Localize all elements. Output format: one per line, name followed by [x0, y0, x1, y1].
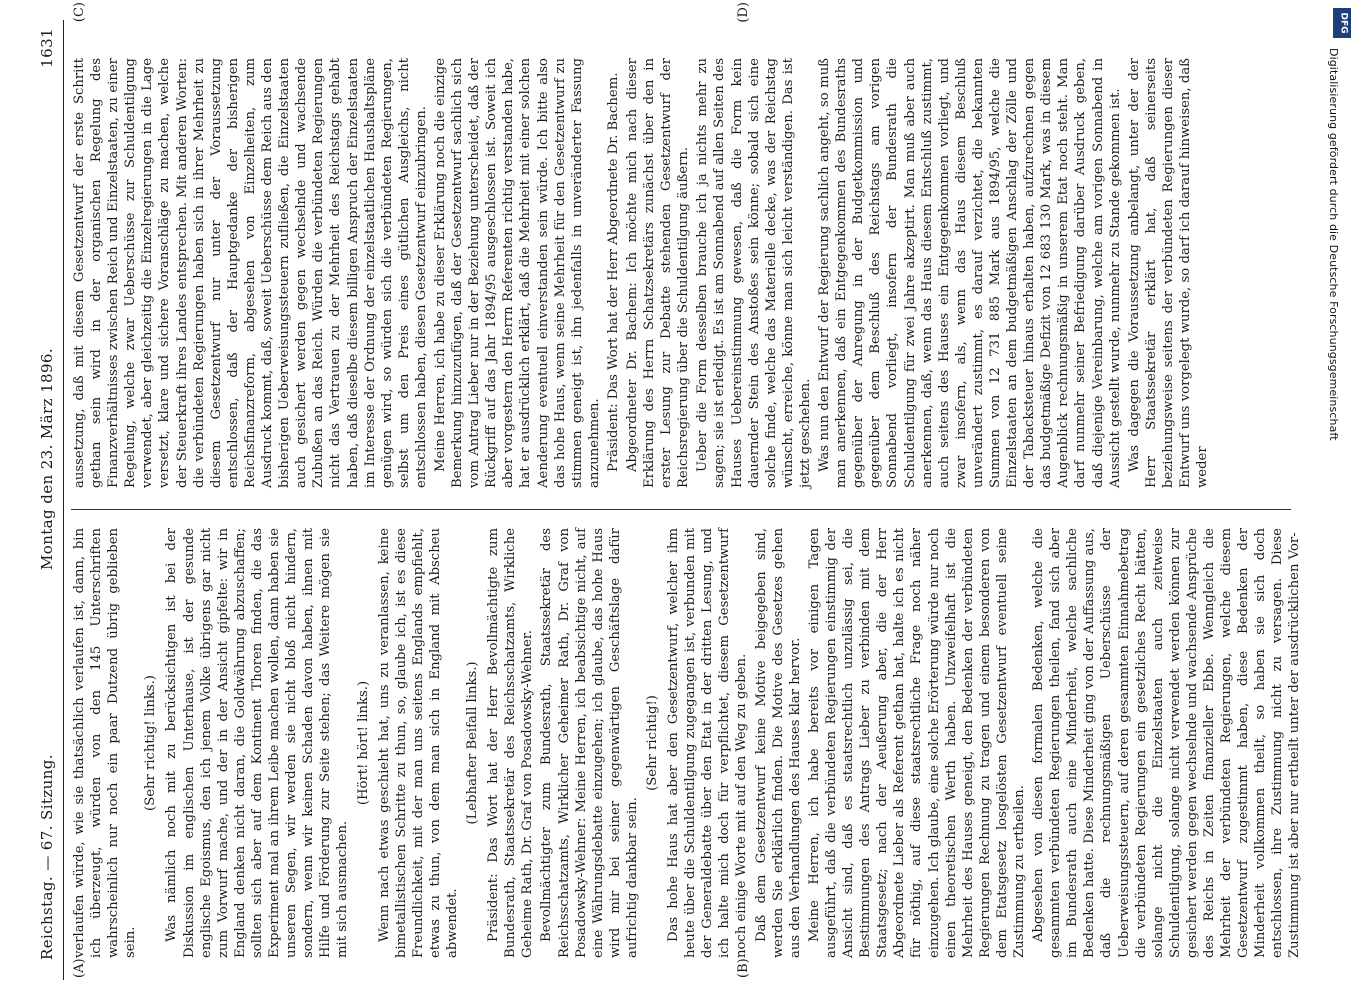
left-column — [71, 528, 1306, 958]
paragraph: Meine Herren, ich habe zu dieser Erklärung noch die einzige Bemerkung hinzuzufügen, daß der Gesetzentwurf sachlich sich vom Antrag Lieber nur in der Beziehung unterscheidet, daß der Rückgriff auf das Jahr 1894/95 ausgeschlossen ist. Soweit ich aber vorgestern den Herrn Referenten richtig verstanden habe, hat er ausdrücklich erklärt, daß die Mehrheit mit einer solchen Aenderung eventuell einverstanden sein würde. Ich bitte also das hohe Haus, wenn seine Mehrheit für den Gesetzentwurf zu stimmen geneigt ist, ihn jedenfalls in unveränderter Fassung anzunehmen. — [432, 58, 602, 488]
interjection: (Sehr richtig! links.) — [143, 675, 159, 811]
scanned-page — [35, 2, 1325, 980]
page-content — [35, 2, 1325, 980]
paragraph: Abgesehen von diesen formalen Bedenken, welche die gesammten verbündeten Regierungen theilen, fand sich aber im Bundesrath auch eine Minderheit, welche sachliche Bedenken hatte. Diese Minderheit ging von der Auffassung aus, daß die rechnungsmäßigen Ueberschüsse der Ueberweisungssteuern, auf deren gesammten Einnahmebetrag die verbündeten Regierungen ein gesetzliches Recht hätten, solange nicht die Einzelstaaten auch zeitweise Schuldentilgung, solange nicht verwendet werden können zur gesichert werden gegen wechselnde und wachsende Ansprüche des Reichs in Zeiten finanzieller Ebbe. Wenngleich die Mehrheit der verbündeten Regierungen, welche diesem Gesetzentwurf zugestimmt haben, diese Bedenken der Minderheit vollkommen theilt, so haben sie sich doch entschlossen, ihre Zustimmung nicht zu versagen. Diese Zustimmung ist aber nur ertheilt unter der ausdrücklichen Vor- — [1031, 528, 1303, 958]
paragraph: Was nämlich noch mit zu berücksichtigen ist bei der Diskussion im englischen Unterhause, ist der gesunde englische Egoismus, den ich jenem Volke übrigens gar nicht zum Vorwurf mache, und der in der Ansicht gipfelte: wir in England denken nicht daran, die Goldwährung abzuschaffen; sollten sich aber auf dem Kontinent Thoren finden, die das Experiment mal an ihrem Leibe machen wollen, dann haben sie unseren Segen, wir werden sie nicht bloß nicht hindern, sondern, wenn wir keinen Schaden davon haben, ihnen mit Hilfe und Förderung zur Seite stehen; das Weitere mögen sie mit sich ausmachen. — [164, 528, 351, 958]
header-date: Montag den 23. März 1896. — [38, 347, 56, 570]
interjection: (Lebhafter Beifall links.) — [465, 661, 481, 825]
margin-marker-d: (D) — [736, 2, 751, 23]
paragraph: Meine Herren, ich habe bereits vor einigen Tagen ausgeführt, daß die verbündeten Regierungen einstimmig der Ansicht sind, daß es staatsrechtlich unzulässig sei, die Bestimmungen des Antrags Lieber zu verbinden mit dem Staatsgesetz; nach der Aeußerung aber, die der Herr Abgeordnete Lieber als Referent gethan hat, halte ich es nicht für nöthig, auf diese staatsrechtliche Frage noch näher einzugehen. Ich glaube, eine solche Erörterung würde nur noch einen theoretischen Werth haben. Unzweifelhaft ist die Mehrheit des Hauses geneigt, den Bedenken der verbündeten Regierungen Rechnung zu tragen und einem besonderen von dem Etatsgesetz losgelösten Gesetzentwurf eventuell seine Zustimmung zu ertheilen. — [806, 528, 1027, 958]
margin-marker-b: (B) — [736, 958, 751, 978]
interjection: (Hört! hört! links.) — [355, 680, 371, 806]
margin-marker-a: (A) — [72, 958, 87, 978]
paragraph: Daß dem Gesetzentwurf keine Motive beigegeben sind, werden Sie erklärlich finden. Die Motive des Gesetzes gehen aus den Verhandlungen des Hauses klar hervor. — [753, 528, 803, 958]
speaker-paragraph: Bevollmächtigter zum Bundesrath, Staatssekretär des Reichsschatzamts, Wirklicher Geheimer Rath, Dr. Graf von Posadowsky-Wehner: Meine Herren, ich beabsichtige nicht, auf eine Währungsdebatte einzugehen; ich glaube, das hohe Haus wird mir bei seiner gegenwärtigen Geschäftslage dafür aufrichtig dankbar sein. — [539, 528, 640, 958]
paragraph: verlaufen würde, wie sie thatsächlich verlaufen ist, dann, bin ich überzeugt, würden von den 145 Unterschriften wahrscheinlich nur noch ein paar Dutzend übrig geblieben sein. — [72, 528, 139, 958]
paragraph: aussetzung, daß mit diesem Gesetzentwurf der erste Schritt gethan sein wird in der organischen Regelung des Finanzverhältnisses zwischen Reich und Einzelstaaten, zu einer Regelung, welche zwar Ueberschüsse zur Schuldentilgung verwendet, aber gleichzeitig die Einzelregierungen in die Lage versetzt, klare und sichere Voranschläge zu machen, welche der Steuerkraft ihres Landes entsprechen. Mit anderen Worten: die verbündeten Regierungen haben sich in ihrer Mehrheit zu diesem Gesetzentwurf nur unter der Voraussetzung entschlossen, daß der Hauptgedanke der bisherigen Reichsfinanzreform, abgesehen von Einzelheiten, zum Ausdruck kommt, daß, soweit Ueberschüsse dem Reich aus den bisherigen Ueberweisungssteuern zufließen, die Einzelstaaten auch gesichert werden gegen wechselnde und wachsende Zubußen an das Reich. Würden die verbündeten Regierungen nicht das Vertrauen zu der Mehrheit des Reichstags gehabt haben, daß dieselbe diesem billigen Anspruch der Einzelstaaten im Interesse der Ordnung der einzelstaatlichen Haushaltspläne genügen wird, so würden sich die verbündeten Regierungen, selbst um den Preis eines gütlichen Ausgleichs, nicht entschlossen haben, diesen Gesetzentwurf einzubringen. — [72, 58, 429, 488]
paragraph: Das hohe Haus hat aber den Gesetzentwurf, welcher ihm heute über die Schuldentilgung zugegangen ist, verbunden mit der Generaldebatte über den Etat in der dritten Lesung, und ich halte mich doch für verpflichtet, diesem Gesetzentwurf noch einige Worte mit auf den Weg zu geben. — [666, 528, 750, 958]
paragraph: Was nun den Entwurf der Regierung sachlich angeht, so muß man anerkennen, daß ein Entgegenkommen des Bundesraths gegenüber der Anregung in der Budgetkommission und gegenüber dem Beschluß des Reichstags am vorigen Sonnabend vorliegt, insofern der Bundesrath die Schuldentilgung für zwei Jahre akzeptirt. Man muß aber auch anerkennen, daß, wenn das Haus diesem Entschluß zustimmt, auch seitens des Hauses ein Entgegenkommen vorliegt, und zwar insofern, als, wenn das Haus diesem Beschluß unverändert zustimmt, es darauf verzichtet, die bekannten Summen von 12 731 885 Mark aus 1894/95, welche die Einzelstaaten an dem budgetmäßigen Anschlag der Zölle und der Tabacksteuer hinaus erhalten haben, aufzurechnen gegen das budgetmäßige Defizit von 12 683 130 Mark, was in diesem Augenblick rechnungsmäßig in unserem Etat noch steht. Man darf nunmehr seiner Befriedigung darüber Ausdruck geben, daß diejenige Vereinbarung, welche am vorigen Sonnabend in Aussicht gestellt wurde, nunmehr zu Stande gekommen ist. — [817, 58, 1123, 488]
page-number: 1631 — [38, 28, 56, 68]
speaker-paragraph: Präsident: Das Wort hat der Herr Bevollmächtigte zum Bundesrath, Staatssekretär des Reichsschatzamts, Wirkliche Geheime Rath, Dr. Graf von Posadowsky-Wehner. — [486, 528, 536, 958]
speaker-paragraph: Präsident: Das Wort hat der Herr Abgeordnete Dr. Bachem. — [605, 72, 621, 472]
speaker-paragraph: Abgeordneter Dr. Bachem: Ich möchte mich nach dieser Erklärung des Herrn Schatzsekretärs zunächst über den in erster Lesung zur Debatte stehenden Gesetzentwurf der Reichsregierung über die Schuldentilgung äußern. — [625, 58, 692, 488]
header-session: Reichstag. — 67. Sitzung. — [38, 754, 56, 960]
paragraph: Wenn nach etwas geschieht hat, uns zu veranlassen, keine bimetallistischen Schritte zu thun, so, glaube ich, ist es diese Freundlichkeit, mit der man uns seitens Englands empfiehlt, etwas zu thun, von dem man sich in England mit Abscheu abwendet. — [376, 528, 460, 958]
right-column — [71, 58, 1213, 488]
column-divider — [71, 509, 1291, 510]
digitization-credit — [1327, 8, 1347, 993]
page-header — [35, 20, 64, 980]
paragraph: Was dagegen die Voraussetzung anbelangt, unter der der Herr Staatssekretär erklärt hat, daß seinerseits beziehungsweise seitens der verbündeten Regierungen dieser Entwurf uns vorgelegt wurde, so darf ich darauf hinweisen, daß weder — [1126, 58, 1211, 488]
margin-marker-c: (C) — [72, 2, 87, 23]
paragraph: Ueber die Form desselben brauche ich ja nichts mehr zu sagen; sie ist erledigt. Es ist am Sonnabend auf allen Seiten des Hauses Uebereinstimmung gewesen, daß die Form kein dauernder Stein des Anstoßes sein könne; sobald sich eine solche finde, welche das Materielle decke, was der Reichstag wünscht, erreiche, könne man sich leicht verständigen. Das ist jetzt geschehen. — [695, 58, 813, 488]
interjection: (Sehr richtig!) — [645, 695, 660, 791]
dfg-logo: DFG — [1333, 8, 1351, 38]
credit-text: Digitalisierung gefördert durch die Deutsche Forschungsgemeinschaft — [1327, 48, 1340, 441]
